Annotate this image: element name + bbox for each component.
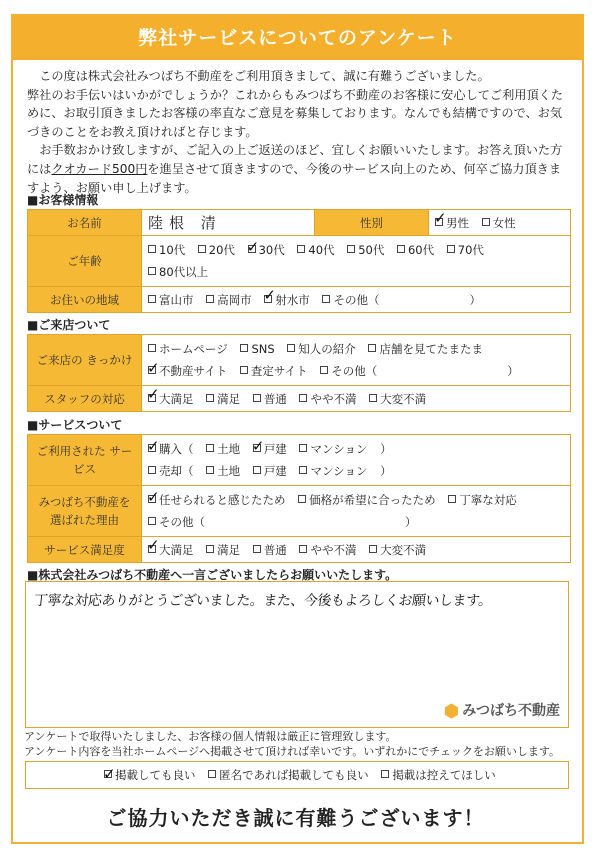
reason-price-checkbox[interactable] <box>298 495 306 503</box>
staff-very-satisfied-label: 大満足 <box>159 391 194 406</box>
service-heading: ■サービスついて <box>27 418 123 432</box>
thanks-message: ご協力いただき誠に有難うございます！ <box>106 806 485 830</box>
sat-very-dissatisfied-checkbox[interactable] <box>369 545 377 553</box>
comment-text: 丁寧な対応ありがとうございました。また、今後もよろしくお願いします。 <box>33 593 493 609</box>
gender-female-option[interactable] <box>482 215 516 231</box>
area-options <box>142 287 571 313</box>
reason-other-option[interactable] <box>148 511 417 533</box>
age-40s-checkbox[interactable] <box>297 245 305 253</box>
company-logo-text: みつばち不動産 <box>462 703 560 719</box>
area-imizu-option[interactable] <box>264 292 310 308</box>
age-40s-option[interactable] <box>297 239 334 261</box>
trigger-label: ご来店の きっかけ <box>28 335 142 386</box>
satisfaction-options <box>142 537 571 563</box>
sat-dissatisfied-checkbox[interactable] <box>299 545 307 553</box>
trigger-sns-checkbox[interactable] <box>240 344 248 352</box>
sat-satisfied-checkbox[interactable] <box>206 545 214 553</box>
sat-satisfied-label: 満足 <box>217 542 241 557</box>
buy-close: ） <box>380 442 392 456</box>
age-70s-option[interactable] <box>447 239 484 261</box>
consent-decline-label: 掲載は控えてほしい <box>392 768 496 782</box>
sat-very-satisfied-checkbox[interactable] <box>148 545 156 553</box>
sell-label: 売却（ <box>159 464 194 478</box>
consent-decline-checkbox[interactable] <box>381 770 389 778</box>
consent-allow-label: 掲載しても良い <box>115 768 196 782</box>
trigger-referral-option[interactable] <box>287 338 356 360</box>
sell-checkbox[interactable] <box>148 466 156 474</box>
intro-closing: を進呈させて頂きますので、今後のサービス向上のため、何卒ご協力頂きますよう、お願い申し上げます。 <box>27 161 562 195</box>
consent-decline-option[interactable] <box>381 762 496 788</box>
area-takaoka-label: 高岡市 <box>217 292 252 307</box>
consent-allow-checkbox[interactable] <box>104 770 112 778</box>
buy-mansion-label: マンション <box>310 442 368 456</box>
consent-anonymous-option[interactable] <box>208 762 369 788</box>
buy-house-label: 戸建 <box>263 442 287 456</box>
area-toyama-label: 富山市 <box>159 292 194 307</box>
trigger-walkby-checkbox[interactable] <box>368 344 376 352</box>
staff-options <box>142 386 571 412</box>
age-70s-label: 70代 <box>457 243 484 257</box>
sell-mansion-label: マンション <box>310 464 368 478</box>
staff-very-dissatisfied-option[interactable] <box>369 391 426 407</box>
reason-polite-checkbox[interactable] <box>448 495 456 503</box>
trigger-appraisal-option[interactable] <box>240 360 308 382</box>
sat-dissatisfied-option[interactable] <box>299 542 356 558</box>
age-10s-option[interactable] <box>148 239 185 261</box>
staff-very-satisfied-option[interactable] <box>148 391 194 407</box>
area-takaoka-checkbox[interactable] <box>206 295 214 303</box>
trigger-other-label: その他（ <box>331 364 378 378</box>
comment-box[interactable] <box>25 581 569 728</box>
area-label: お住いの地域 <box>28 287 142 313</box>
trigger-portal-option[interactable] <box>148 360 227 382</box>
privacy-note-line1: アンケートで取得いたしました、お客様の個人情報は厳正に管理致します。 <box>24 730 397 743</box>
gender-label: 性別 <box>315 210 429 236</box>
trigger-sns-label: SNS <box>251 342 275 356</box>
customer-table <box>27 209 571 313</box>
sat-dissatisfied-label: やや不満 <box>310 542 357 557</box>
sat-very-dissatisfied-option[interactable] <box>369 542 426 558</box>
trigger-homepage-checkbox[interactable] <box>148 344 156 352</box>
consent-box <box>25 761 569 789</box>
trigger-walkby-option[interactable] <box>368 338 483 360</box>
sat-very-satisfied-label: 大満足 <box>159 542 194 557</box>
area-other-close: ） <box>469 292 481 307</box>
page-title: 弊社サービスについてのアンケート <box>13 16 582 60</box>
buy-land-option[interactable] <box>206 438 240 460</box>
staff-neutral-checkbox[interactable] <box>253 394 261 402</box>
used-service-options <box>142 435 571 486</box>
buy-land-label: 土地 <box>217 442 241 456</box>
reason-trust-checkbox[interactable] <box>148 495 156 503</box>
age-60s-checkbox[interactable] <box>397 245 405 253</box>
gender-female-label: 女性 <box>492 215 516 230</box>
age-10s-checkbox[interactable] <box>148 245 156 253</box>
trigger-homepage-label: ホームページ <box>159 342 228 356</box>
trigger-sns-option[interactable] <box>240 338 274 360</box>
sat-very-satisfied-option[interactable] <box>148 542 194 558</box>
intro-text <box>27 67 572 197</box>
staff-very-dissatisfied-label: 大変不満 <box>380 391 427 406</box>
buy-land-checkbox[interactable] <box>206 444 214 452</box>
trigger-options <box>142 335 571 386</box>
staff-satisfied-label: 満足 <box>217 391 241 406</box>
used-service-label: ご利用された サービス <box>28 435 142 486</box>
customer-heading: ■お客様情報 <box>27 193 99 207</box>
staff-dissatisfied-label: やや不満 <box>310 391 357 406</box>
reason-polite-label: 丁寧な対応 <box>459 493 517 507</box>
age-60s-option[interactable] <box>397 239 434 261</box>
age-50s-option[interactable] <box>347 239 384 261</box>
age-options <box>142 236 571 287</box>
trigger-walkby-label: 店舗を見てたまたま <box>379 342 483 356</box>
satisfaction-label: サービス満足度 <box>28 537 142 563</box>
reason-polite-option[interactable] <box>448 489 517 511</box>
area-other-checkbox[interactable] <box>322 295 330 303</box>
name-field[interactable]: 陸根 清 <box>142 210 315 236</box>
sell-close: ） <box>380 464 392 478</box>
consent-allow-option[interactable] <box>104 762 196 788</box>
staff-satisfied-option[interactable] <box>206 391 240 407</box>
area-other-option[interactable] <box>322 292 481 308</box>
intro-return-note: お手数おかけ致しますが、ご記入の上ご返送のほど、宜しくお願いいたします。お答え頂いた方には <box>27 143 563 176</box>
sell-land-label: 土地 <box>217 464 241 478</box>
area-imizu-label: 射水市 <box>275 292 310 307</box>
service-table <box>27 434 571 563</box>
age-30s-checkbox[interactable] <box>248 245 256 253</box>
sell-house-label: 戸建 <box>263 464 287 478</box>
area-imizu-checkbox[interactable] <box>264 295 272 303</box>
sat-satisfied-option[interactable] <box>206 542 240 558</box>
age-label: ご年齢 <box>28 236 142 287</box>
reason-trust-option[interactable] <box>148 489 286 511</box>
staff-label: スタッフの対応 <box>28 386 142 412</box>
staff-very-satisfied-checkbox[interactable] <box>148 394 156 402</box>
comment-heading: ■株式会社みつばち不動産へ一言ございましたらお願いいたします。 <box>27 568 398 582</box>
sell-option[interactable] <box>148 460 194 482</box>
age-20s-option[interactable] <box>198 239 235 261</box>
staff-neutral-option[interactable] <box>253 391 287 407</box>
area-other-label: その他（ <box>333 292 380 307</box>
age-50s-checkbox[interactable] <box>347 245 355 253</box>
buy-label: 購入（ <box>159 442 194 456</box>
staff-neutral-label: 普通 <box>263 391 287 406</box>
staff-dissatisfied-checkbox[interactable] <box>299 394 307 402</box>
reason-label: みつばち不動産を 選ばれた理由 <box>28 486 142 537</box>
reason-options <box>142 486 571 537</box>
sell-land-checkbox[interactable] <box>206 466 214 474</box>
sell-house-checkbox[interactable] <box>253 466 261 474</box>
age-80plus-checkbox[interactable] <box>148 267 156 275</box>
trigger-other-close: ） <box>507 364 519 378</box>
age-70s-checkbox[interactable] <box>447 245 455 253</box>
company-logo <box>444 700 560 722</box>
gender-male-label: 男性 <box>446 215 469 230</box>
trigger-referral-label: 知人の紹介 <box>298 342 356 356</box>
sell-land-option[interactable] <box>206 460 240 482</box>
trigger-portal-label: 不動産サイト <box>159 364 228 378</box>
intro-request: 弊社のお手伝いはいかがでしょうか？これからもみつばち不動産のお客様に安心してご利用頂くために、お取引頂きましたお客様の率直なご意見を募集しております。なんでも結構ですので、お気づきのことをお教え頂ければと存じます。 <box>27 87 564 139</box>
area-toyama-checkbox[interactable] <box>148 295 156 303</box>
gender-male-option[interactable] <box>435 215 469 231</box>
sell-house-option[interactable] <box>253 460 287 482</box>
age-10s-label: 10代 <box>159 243 186 257</box>
privacy-note-line2: アンケート内容を当社ホームページへ掲載させて頂ければ幸いです。いずれかにでチェックをお願いします。 <box>24 745 561 758</box>
sat-neutral-checkbox[interactable] <box>253 545 261 553</box>
privacy-notes <box>24 729 560 759</box>
staff-dissatisfied-option[interactable] <box>299 391 356 407</box>
buy-option[interactable] <box>148 438 194 460</box>
reason-other-checkbox[interactable] <box>148 517 156 525</box>
buy-house-checkbox[interactable] <box>253 444 261 452</box>
reason-price-option[interactable] <box>298 489 436 511</box>
visit-heading: ■ご来店ついて <box>27 318 111 332</box>
age-60s-label: 60代 <box>407 243 435 257</box>
gender-female-checkbox[interactable] <box>482 218 490 226</box>
buy-mansion-option[interactable] <box>299 438 367 460</box>
age-20s-label: 20代 <box>208 243 235 257</box>
trigger-portal-checkbox[interactable] <box>148 366 156 374</box>
visit-table <box>27 334 571 412</box>
reason-other-label: その他（ <box>159 515 205 529</box>
age-30s-option[interactable] <box>248 239 285 261</box>
trigger-other-checkbox[interactable] <box>320 366 328 374</box>
reason-trust-label: 任せられると感じたため <box>159 493 286 507</box>
buy-checkbox[interactable] <box>148 444 156 452</box>
sat-neutral-label: 普通 <box>263 542 287 557</box>
reason-price-label: 価格が希望に合ったため <box>309 493 436 507</box>
staff-satisfied-checkbox[interactable] <box>206 394 214 402</box>
staff-very-dissatisfied-checkbox[interactable] <box>369 394 377 402</box>
intro-greeting: この度は株式会社みつばち不動産をご利用頂きまして、誠に有難うございました。 <box>39 69 490 83</box>
area-takaoka-option[interactable] <box>206 292 252 308</box>
sell-mansion-checkbox[interactable] <box>299 466 307 474</box>
honeycomb-icon: ⬢ <box>443 701 460 722</box>
area-toyama-option[interactable] <box>148 292 194 308</box>
consent-anonymous-checkbox[interactable] <box>208 770 216 778</box>
buy-house-option[interactable] <box>253 438 287 460</box>
age-80plus-label: 80代以上 <box>159 265 209 279</box>
trigger-appraisal-label: 査定サイト <box>250 364 308 378</box>
buy-mansion-checkbox[interactable] <box>299 444 307 452</box>
age-80plus-option[interactable] <box>148 261 208 283</box>
gender-male-checkbox[interactable] <box>435 218 443 226</box>
name-label: お名前 <box>28 210 142 236</box>
trigger-other-option[interactable] <box>320 360 519 382</box>
intro-gift: クオカード500円 <box>51 161 148 176</box>
sat-neutral-option[interactable] <box>253 542 287 558</box>
age-30s-label: 30代 <box>258 243 285 257</box>
sat-very-dissatisfied-label: 大変不満 <box>380 542 427 557</box>
sell-mansion-option[interactable] <box>299 460 367 482</box>
gender-options <box>429 210 571 236</box>
age-40s-label: 40代 <box>308 243 335 257</box>
age-50s-label: 50代 <box>358 243 385 257</box>
age-20s-checkbox[interactable] <box>198 245 206 253</box>
reason-other-close: ） <box>405 515 417 529</box>
trigger-referral-checkbox[interactable] <box>287 344 295 352</box>
consent-anonymous-label: 匿名であれば掲載しても良い <box>219 768 369 782</box>
trigger-appraisal-checkbox[interactable] <box>240 366 248 374</box>
trigger-homepage-option[interactable] <box>148 338 228 360</box>
